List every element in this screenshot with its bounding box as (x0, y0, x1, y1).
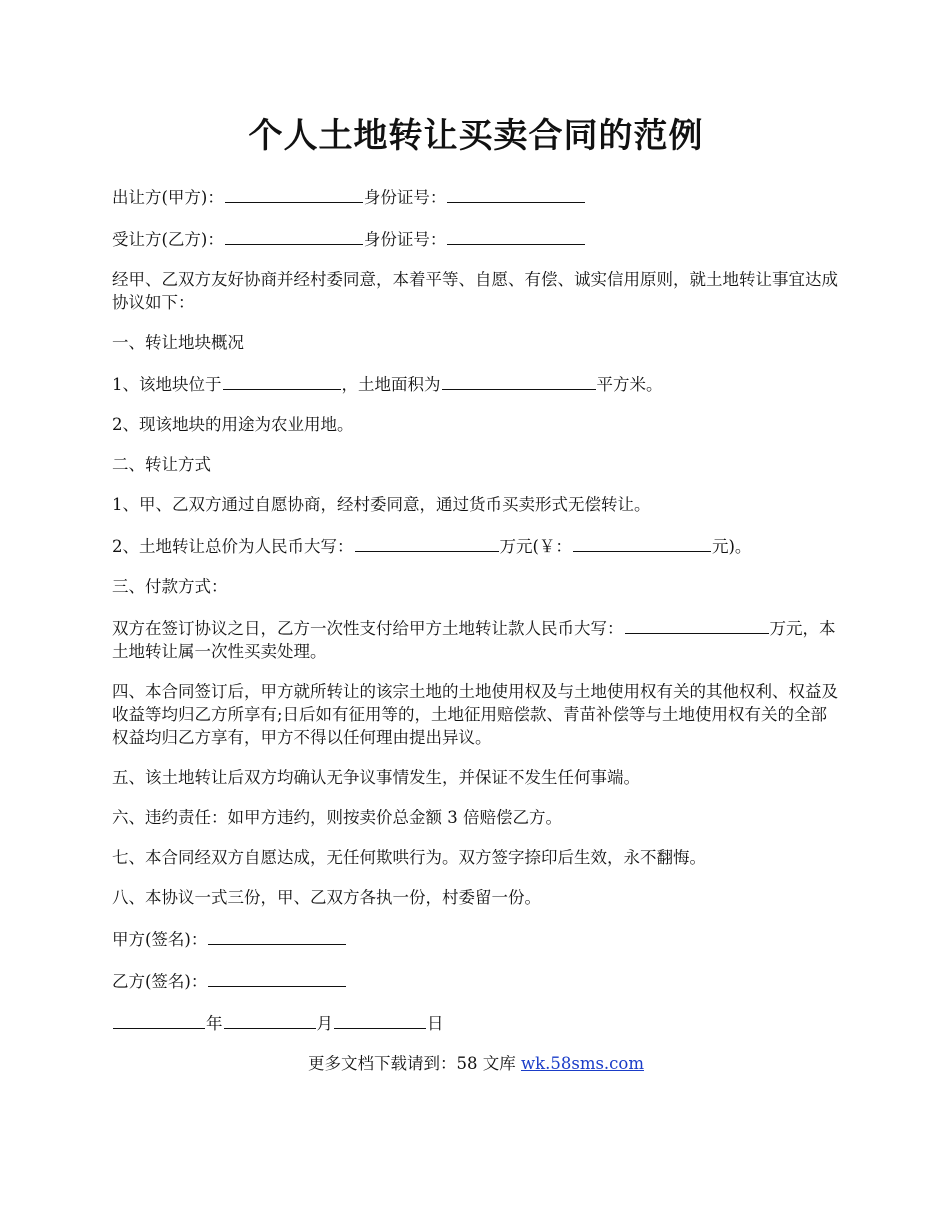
payment-text-end: 万元，本土地转让属一次性买卖处理。 (112, 619, 836, 661)
signature-b-label: 乙方(签名)： (112, 972, 208, 991)
section-4: 四、本合同签订后，甲方就所转让的该宗土地的土地使用权及与土地使用权有关的其他权利、权益及收益等均归乙方所享有;日后如有征用等的，土地征用赔偿款、青苗补偿等与土地使用权有关的全部权益均归乙方享有，甲方不得以任何理由提出异议。 (112, 682, 838, 747)
footer-text: 更多文档下载请到：58 文库 (307, 1054, 521, 1073)
party-a-id-label: 身份证号： (363, 188, 447, 207)
party-b-label: 受让方(乙方)： (112, 230, 224, 249)
signature-b-blank (208, 968, 346, 987)
party-a-name-blank (225, 184, 363, 203)
month-label: 月 (316, 1014, 333, 1033)
section-1-heading: 一、转让地块概况 (112, 333, 244, 352)
party-b-id-blank (447, 226, 585, 245)
price-label: 2、土地转让总价为人民币大写： (112, 537, 354, 556)
date-line (112, 1010, 840, 1035)
footer (112, 1052, 840, 1075)
section-2-item-2 (112, 533, 840, 558)
area-label: ，土地面积为 (341, 375, 441, 394)
document-page (112, 108, 840, 1092)
party-b-id-label: 身份证号： (363, 230, 447, 249)
section-6: 六、违约责任：如甲方违约，则按卖价总金额 3 倍赔偿乙方。 (112, 808, 562, 827)
signature-a-label: 甲方(签名)： (112, 930, 208, 949)
section-7: 七、本合同经双方自愿达成，无任何欺哄行为。双方签字捺印后生效，永不翻悔。 (112, 848, 706, 867)
year-blank (113, 1010, 205, 1029)
area-unit: 平方米。 (596, 375, 663, 394)
party-a-label: 出让方(甲方)： (112, 188, 224, 207)
price-yuan-label: 元)。 (711, 537, 752, 556)
section-3-body (112, 615, 840, 663)
location-label: 1、该地块位于 (112, 375, 222, 394)
footer-link[interactable]: wk.58sms.com (520, 1054, 644, 1073)
section-1-item-2: 2、现该地块的用途为农业用地。 (112, 415, 354, 434)
party-a-line (112, 184, 840, 209)
intro-paragraph: 经甲、乙双方友好协商并经村委同意，本着平等、自愿、有偿、诚实信用原则，就土地转让事宜达成协议如下： (112, 270, 838, 312)
document-title: 个人土地转让买卖合同的范例 (248, 116, 704, 156)
price-words-blank (355, 533, 499, 552)
price-unit-label: 万元(￥： (499, 537, 572, 556)
price-number-blank (573, 533, 711, 552)
section-3-heading: 三、付款方式： (112, 577, 228, 596)
area-blank (442, 371, 596, 390)
party-b-name-blank (225, 226, 363, 245)
party-a-id-blank (447, 184, 585, 203)
payment-blank (625, 615, 769, 634)
party-b-line (112, 226, 840, 251)
location-blank (223, 371, 341, 390)
section-8: 八、本协议一式三份，甲、乙双方各执一份，村委留一份。 (112, 888, 541, 907)
signature-a-blank (208, 926, 346, 945)
day-label: 日 (427, 1014, 444, 1033)
month-blank (224, 1010, 316, 1029)
signature-b-line (112, 968, 840, 993)
payment-text: 双方在签订协议之日，乙方一次性支付给甲方土地转让款人民币大写： (112, 619, 624, 638)
section-2-heading: 二、转让方式 (112, 455, 211, 474)
section-2-item-1: 1、甲、乙双方通过自愿协商，经村委同意，通过货币买卖形式无偿转让。 (112, 495, 651, 514)
year-label: 年 (206, 1014, 223, 1033)
section-5: 五、该土地转让后双方均确认无争议事情发生，并保证不发生任何事端。 (112, 768, 640, 787)
section-1-item-1 (112, 371, 840, 396)
day-blank (334, 1010, 426, 1029)
signature-a-line (112, 926, 840, 951)
